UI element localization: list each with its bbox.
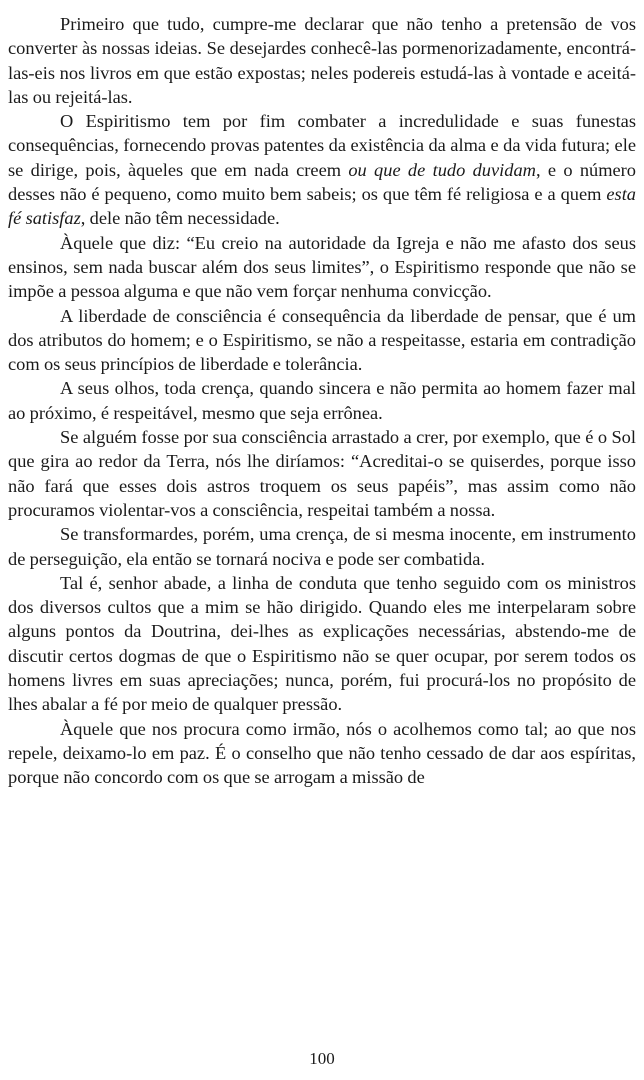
page-body [8,12,636,790]
paragraph-text: Tal é, senhor abade, a linha de conduta que tenho seguido com os ministros dos diversos cultos que a mim se hão dirigido. Quando eles me interpelaram sobre alguns pontos da Doutrina, dei-lhes as explicações necessárias, abstendo-me de discutir certos dogmas de que o Espiritismo não se quer ocupar, por serem todos os homens livres em suas apreciações; nunca, porém, fui procurá-los no propósito de lhes abalar a fé por meio de qualquer pressão. [8,572,636,715]
paragraph [8,522,636,571]
paragraph-text: Àquele que diz: “Eu creio na autoridade da Igreja e não me afasto dos seus ensinos, sem nada buscar além dos seus limites”, o Espiritismo responde que não se impõe a pessoa alguma e que não vem forçar nenhuma convicção. [8,232,636,302]
italic-text: ou que de tudo duvidam [348,159,536,180]
paragraph-text: Àquele que nos procura como irmão, nós o acolhemos como tal; ao que nos repele, deixamo-lo em paz. É o conselho que não tenho cessado de dar aos espíritas, porque não concordo com os que se arrogam a missão de [8,718,636,788]
paragraph [8,231,636,304]
paragraph [8,109,636,230]
paragraph [8,425,636,522]
paragraph-text: A seus olhos, toda crença, quando sincera e não permita ao homem fazer mal ao próximo, é respeitável, mesmo que seja errônea. [8,378,636,423]
italic-text: esta fé satisfaz [8,184,636,229]
paragraph [8,571,636,717]
paragraph-text: O Espiritismo tem por fim combater a incredulidade e suas funestas consequências, fornecendo provas patentes da existência da alma e da vida futura; ele se dirige, pois, àqueles que em nada creem [8,111,636,180]
paragraph-text: , dele não têm necessidade. [80,208,280,229]
paragraph [8,376,636,425]
paragraph [8,12,636,109]
paragraph-text: Primeiro que tudo, cumpre-me declarar que não tenho a pretensão de vos converter às nossas ideias. Se desejardes conhecê-las pormenorizadamente, encontrá-las-eis nos livros em que estão expostas; neles podereis estudá-las à vontade e aceitá-las ou rejeitá-las. [8,14,636,107]
paragraph [8,717,636,790]
paragraph-text: , e o número desses não é pequeno, como muito bem sabeis; os que têm fé religiosa e a quem [8,159,637,205]
paragraph [8,304,636,377]
paragraph-text: Se transformardes, porém, uma crença, de si mesma inocente, em instrumento de perseguição, ela então se tornará nociva e pode ser combatida. [8,524,636,569]
page-number: 100 [309,1049,335,1068]
paragraph-text: Se alguém fosse por sua consciência arrastado a crer, por exemplo, que é o Sol que gira ao redor da Terra, nós lhe diríamos: “Acreditai-o se quiserdes, porque isso não fará que esses dois astros troquem os seus papéis”, mas assim como não procuramos violentar-vos a consciência, respeitai também a nossa. [8,427,636,520]
paragraph-text: A liberdade de consciência é consequência da liberdade de pensar, que é um dos atributos do homem; e o Espiritismo, se não a respeitasse, estaria em contradição com os seus princípios de liberdade e tolerância. [8,305,636,375]
